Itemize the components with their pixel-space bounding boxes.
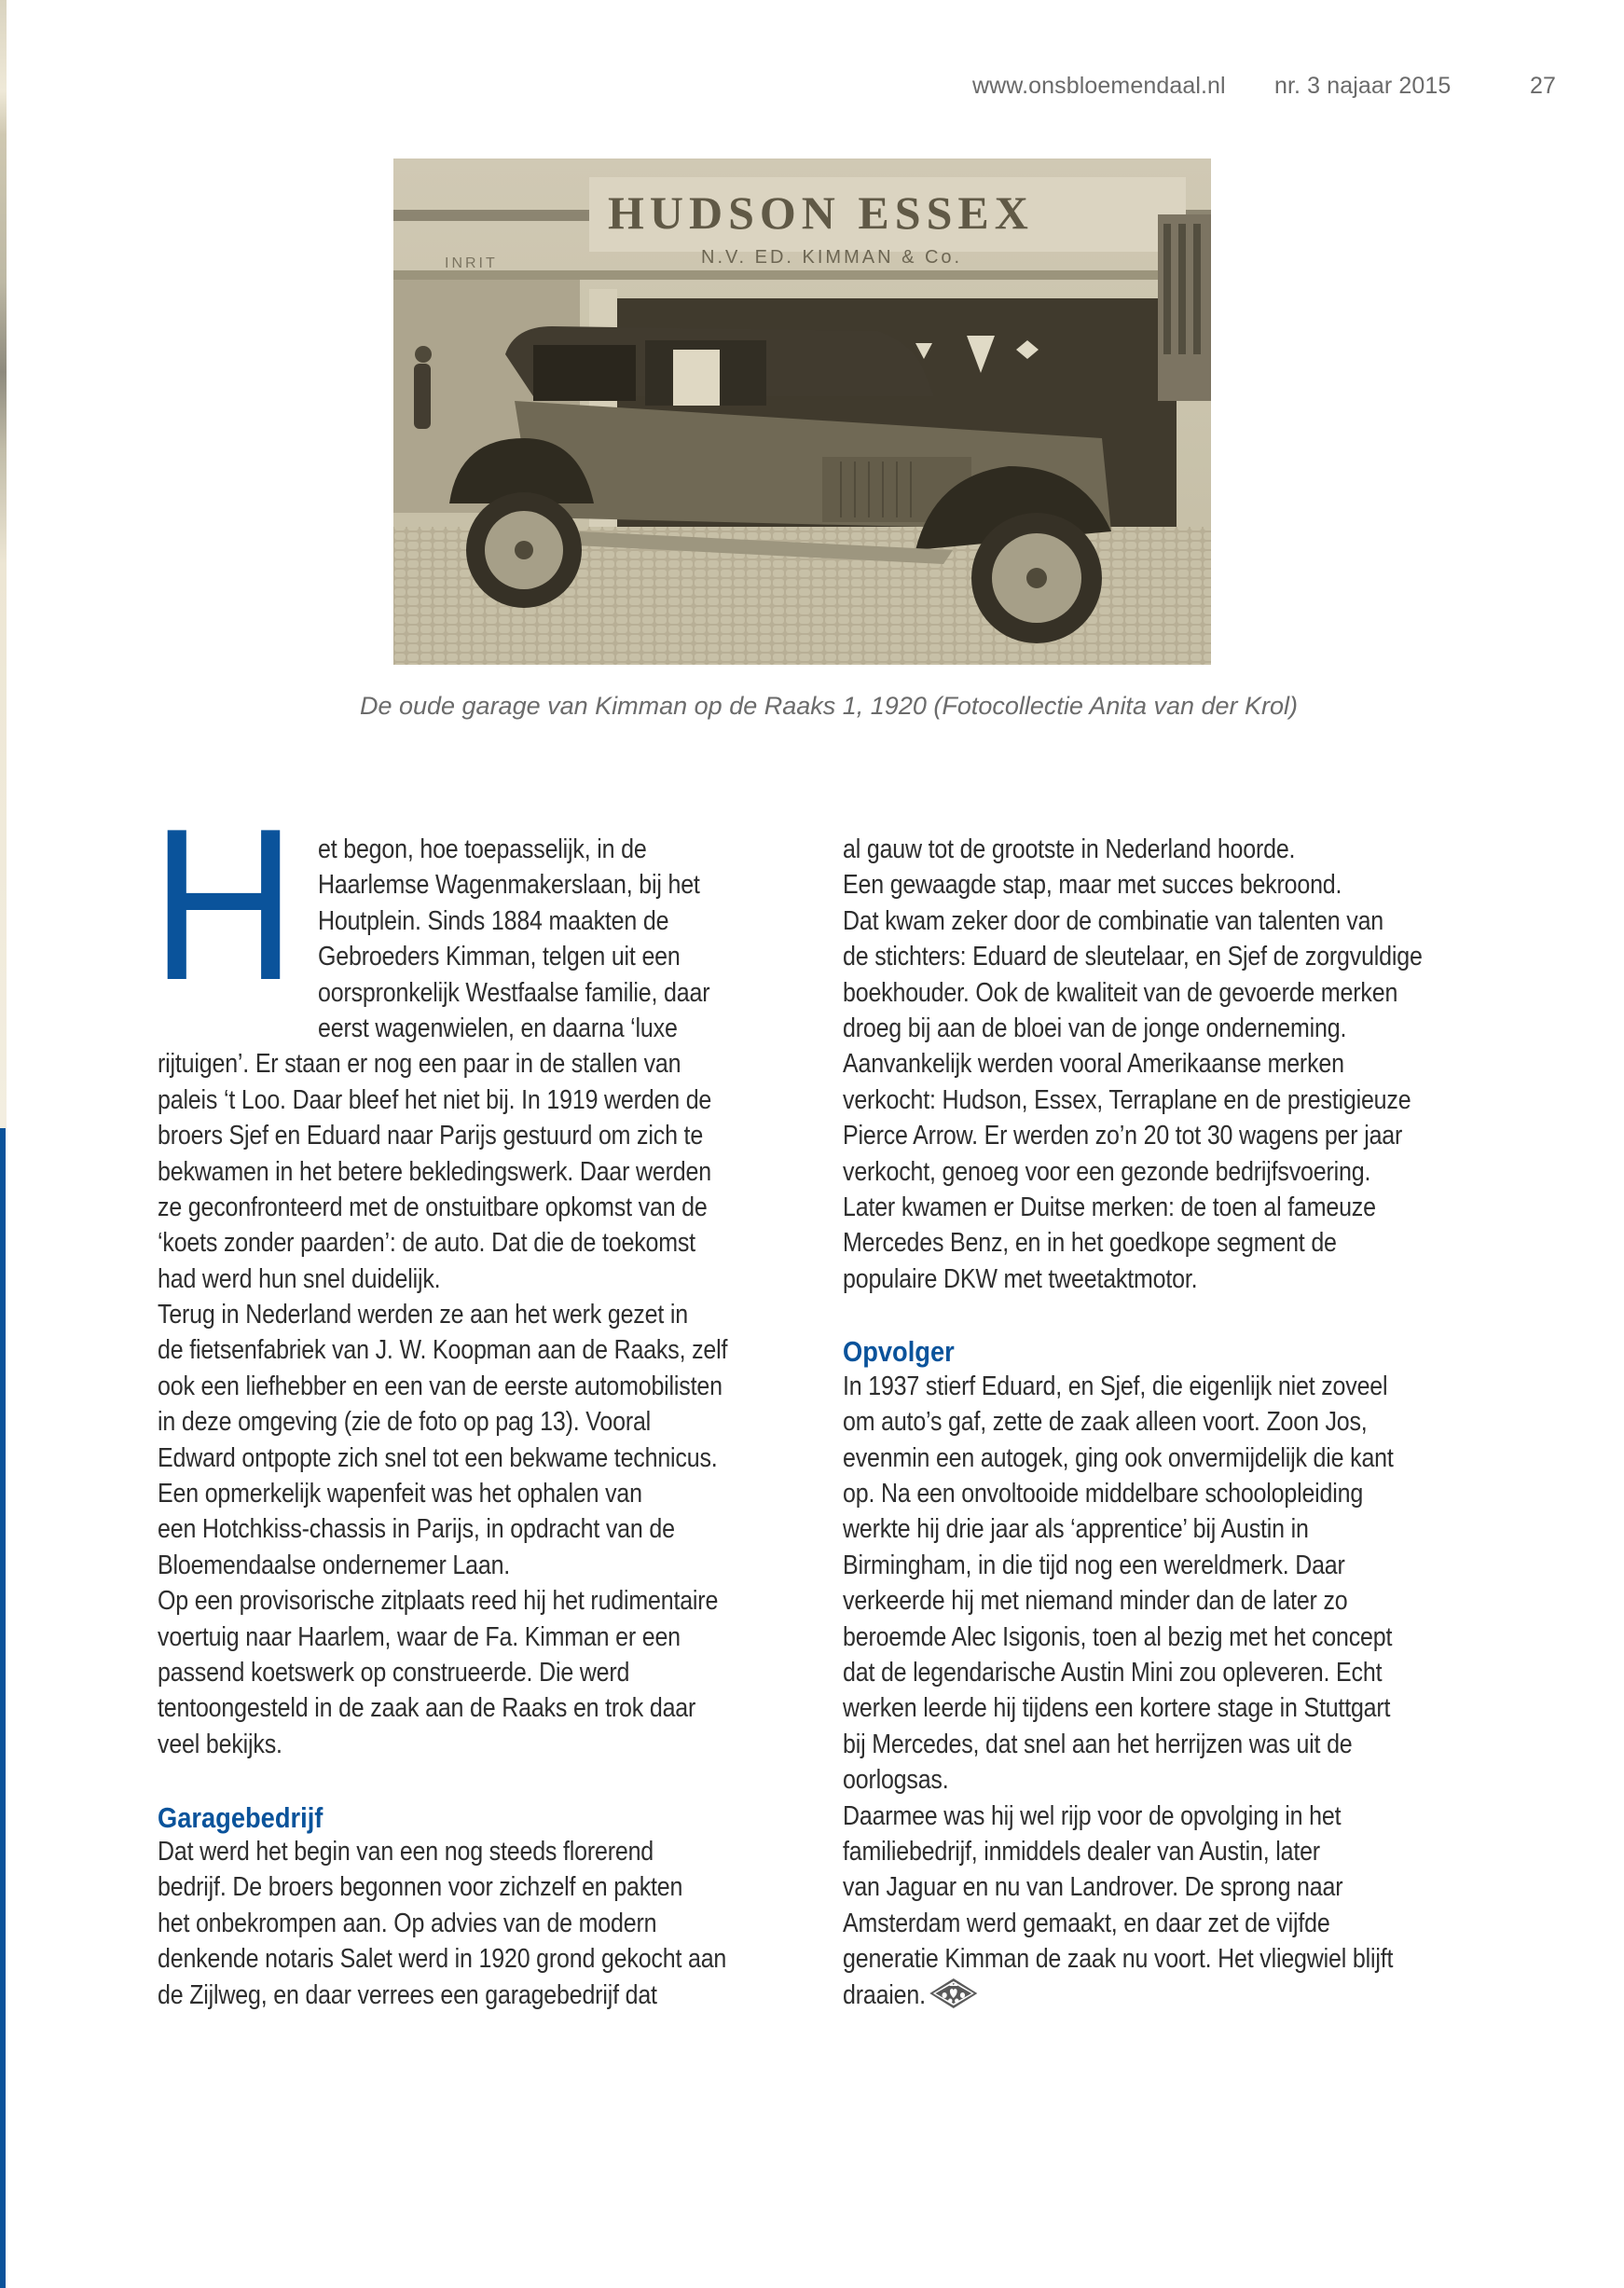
text-line: Edward ontpopte zich snel tot een bekwame technicus. bbox=[158, 1442, 718, 1473]
text-line: tentoongesteld in de zaak aan de Raaks en trok daar bbox=[158, 1693, 696, 1724]
text-line: Dat werd het begin van een nog steeds florerend bbox=[158, 1836, 654, 1867]
text-line: paleis ‘t Loo. Daar bleef het niet bij. In 1919 werden de bbox=[158, 1084, 712, 1115]
text-line: het onbekrompen aan. Op advies van de modern bbox=[158, 1908, 657, 1938]
section-heading: Garagebedrijf bbox=[158, 1800, 323, 1834]
text-line: ‘koets zonder paarden’: de auto. Dat die de toekomst bbox=[158, 1228, 695, 1259]
text-line: passend koetswerk op construeerde. Die werd bbox=[158, 1657, 630, 1688]
photo-caption: De oude garage van Kimman op de Raaks 1, 1920 (Fotocollectie Anita van der Krol) bbox=[359, 692, 1299, 720]
garage-photo bbox=[393, 159, 1211, 665]
text-line: Later kwamen er Duitse merken: de toen al fameuze bbox=[843, 1192, 1376, 1222]
header-issue: nr. 3 najaar 2015 bbox=[1274, 73, 1452, 99]
page-number: 27 bbox=[1530, 73, 1557, 99]
text-line: oorlogsas. bbox=[843, 1765, 949, 1796]
text-line: Op een provisorische zitplaats reed hij het rudimentaire bbox=[158, 1586, 719, 1617]
photo-sign-sub: N.V. ED. KIMMAN & Co. bbox=[701, 247, 963, 268]
text-line: verkocht: Hudson, Essex, Terraplane en de prestigieuze bbox=[843, 1084, 1411, 1115]
text-line: Dat kwam zeker door de combinatie van talenten van bbox=[843, 905, 1384, 936]
text-line: beroemde Alec Isigonis, toen al bezig met het concept bbox=[843, 1621, 1393, 1652]
adjacent-page-photo-edge bbox=[0, 0, 7, 1128]
text-line: Aanvankelijk werden vooral Amerikaanse merken bbox=[843, 1049, 1344, 1080]
text-line: oorspronkelijk Westfaalse familie, daar bbox=[318, 977, 710, 1008]
text-line: denkende notaris Salet werd in 1920 grond gekocht aan bbox=[158, 1944, 727, 1975]
text-line: werken leerde hij tijdens een kortere stage in Stuttgart bbox=[843, 1693, 1391, 1724]
text-line: evenmin een autogek, ging ook onvermijdelijk die kant bbox=[843, 1442, 1394, 1473]
text-line: Daarmee was hij wel rijp voor de opvolging in het bbox=[843, 1800, 1342, 1831]
text-line: om auto’s gaf, zette de zaak alleen voort. Zoon Jos, bbox=[843, 1407, 1368, 1438]
text-line: ze geconfronteerd met de onstuitbare opkomst van de bbox=[158, 1192, 708, 1222]
text-line: in deze omgeving (zie de foto op pag 13). Vooral bbox=[158, 1407, 652, 1438]
text-line: Een opmerkelijk wapenfeit was het ophalen van bbox=[158, 1479, 642, 1509]
text-line: populaire DKW met tweetaktmotor. bbox=[843, 1263, 1198, 1294]
text-line: Pierce Arrow. Er werden zo’n 20 tot 30 wagens per jaar bbox=[843, 1121, 1403, 1151]
text-line: bij Mercedes, dat snel aan het herrijzen was uit de bbox=[843, 1729, 1353, 1759]
text-line: Amsterdam werd gemaakt, en daar zet de vijfde bbox=[843, 1908, 1330, 1938]
text-line: familiebedrijf, inmiddels dealer van Austin, later bbox=[843, 1836, 1320, 1867]
vintage-car-photo-illustration bbox=[393, 159, 1211, 665]
text-line: Bloemendaalse ondernemer Laan. bbox=[158, 1550, 511, 1580]
paragraph-gap bbox=[843, 1297, 1514, 1332]
text-line: Een gewaagde stap, maar met succes bekroond. bbox=[843, 870, 1342, 901]
text-line: van Jaguar en nu van Landrover. De sprong naar bbox=[843, 1872, 1343, 1903]
text-line: In 1937 stierf Eduard, en Sjef, die eigenlijk niet zoveel bbox=[843, 1371, 1388, 1401]
text-line: verkocht, genoeg voor een gezonde bedrijfsvoering. bbox=[843, 1156, 1371, 1187]
text-line: ook een liefhebber en een van de eerste automobilisten bbox=[158, 1371, 723, 1401]
text-line: een Hotchkiss-chassis in Parijs, in opdracht van de bbox=[158, 1514, 675, 1545]
text-line: generatie Kimman de zaak nu voort. Het vliegwiel blijft bbox=[843, 1944, 1394, 1975]
text-line bbox=[843, 1978, 1434, 2013]
text-line: Houtplein. Sinds 1884 maakten de bbox=[318, 905, 669, 936]
section-heading: Opvolger bbox=[843, 1335, 955, 1369]
photo-sign-side: INRIT bbox=[445, 255, 498, 271]
text-line: eerst wagenwielen, en daarna ‘luxe bbox=[318, 1013, 678, 1043]
text-line: Gebroeders Kimman, telgen uit een bbox=[318, 942, 681, 972]
text-line: broers Sjef en Eduard naar Parijs gestuurd om zich te bbox=[158, 1121, 704, 1151]
text-line: had werd hun snel duidelijk. bbox=[158, 1263, 441, 1294]
text-line-content: draaien. bbox=[843, 1979, 926, 2010]
text-line: Birmingham, in die tijd nog een wereldmerk. Daar bbox=[843, 1550, 1345, 1580]
text-line: boekhouder. Ook de kwaliteit van de gevoerde merken bbox=[843, 977, 1398, 1008]
page-edge-accent-bar bbox=[0, 1128, 6, 2288]
photo-sign-main: HUDSON ESSEX bbox=[608, 186, 1034, 239]
text-line: veel bekijks. bbox=[158, 1729, 282, 1759]
text-line: Haarlemse Wagenmakerslaan, bij het bbox=[318, 870, 700, 901]
text-line: de stichters: Eduard de sleutelaar, en Sjef de zorgvuldige bbox=[843, 942, 1423, 972]
header-website: www.onsbloemendaal.nl bbox=[972, 73, 1226, 99]
text-line: de Zijlweg, en daar verrees een garagebedrijf dat bbox=[158, 1979, 657, 2010]
text-line: rijtuigen’. Er staan er nog een paar in de stallen van bbox=[158, 1049, 681, 1080]
text-line: werkte hij drie jaar als ‘apprentice’ bij Austin in bbox=[843, 1514, 1309, 1545]
paragraph-gap bbox=[158, 1762, 829, 1798]
text-line: op. Na een onvoltooide middelbare schoolopleiding bbox=[843, 1479, 1364, 1509]
text-line: et begon, hoe toepasselijk, in de bbox=[318, 834, 647, 864]
text-line: bekwamen in het betere bekledingswerk. Daar werden bbox=[158, 1156, 711, 1187]
bloemendaal-crest-icon bbox=[929, 1978, 978, 2009]
text-line: droeg bij aan de bloei van de jonge onderneming. bbox=[843, 1013, 1347, 1043]
text-line: dat de legendarische Austin Mini zou opleveren. Echt bbox=[843, 1657, 1383, 1688]
text-line: verkeerde hij met niemand minder dan de later zo bbox=[843, 1586, 1348, 1617]
article-column-left bbox=[158, 832, 829, 2013]
text-line: Terug in Nederland werden ze aan het werk gezet in bbox=[158, 1300, 688, 1330]
text-line: al gauw tot de grootste in Nederland hoorde. bbox=[843, 834, 1296, 864]
text-line: bedrijf. De broers begonnen voor zichzelf en pakten bbox=[158, 1872, 683, 1903]
dropcap-letter: H bbox=[151, 784, 296, 1026]
text-line: de fietsenfabriek van J. W. Koopman aan de Raaks, zelf bbox=[158, 1335, 728, 1366]
article-column-right bbox=[843, 832, 1514, 2013]
text-line: Mercedes Benz, en in het goedkope segment de bbox=[843, 1228, 1337, 1259]
text-line: voertuig naar Haarlem, waar de Fa. Kimman er een bbox=[158, 1621, 681, 1652]
